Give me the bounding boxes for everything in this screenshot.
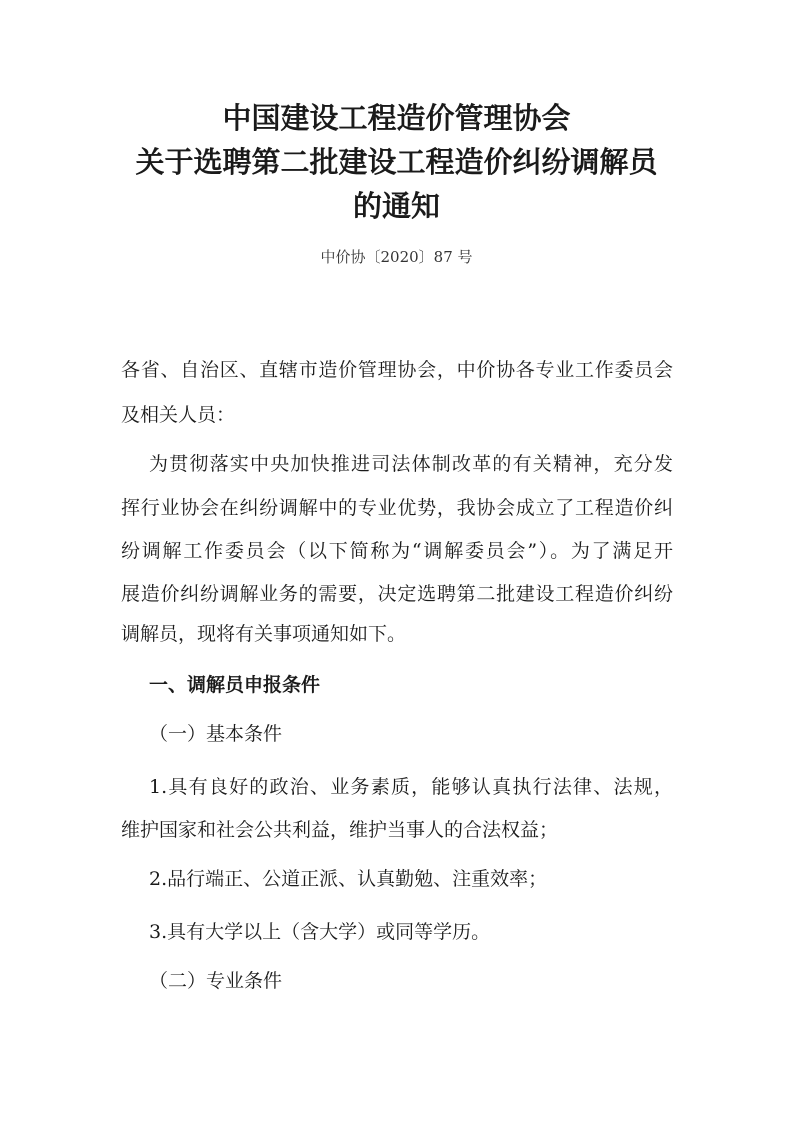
document-number: 中价协〔2020〕87 号 — [320, 248, 473, 266]
title-line-3: 的通知 — [352, 189, 440, 223]
subsection-2-heading: （二）专业条件 — [149, 970, 283, 992]
intro-line-2: 挥行业协会在纠纷调解中的专业优势，我协会成立了工程造价纠 — [121, 497, 673, 519]
intro-line-5: 调解员，现将有关事项通知如下。 — [121, 623, 407, 645]
intro-line-3: 纷调解工作委员会（以下简称为“调解委员会”）。为了满足开 — [121, 540, 673, 562]
salutation-line-1: 各省、自治区、直辖市造价管理协会，中价协各专业工作委员会 — [121, 359, 673, 381]
intro-line-4: 展造价纠纷调解业务的需要，决定选聘第二批建设工程造价纠纷 — [121, 583, 673, 605]
title-line-1: 中国建设工程造价管理协会 — [222, 101, 571, 135]
item-2: 2.品行端正、公道正派、认真勤勉、注重效率； — [149, 868, 548, 890]
intro-line-1: 为贯彻落实中央加快推进司法体制改革的有关精神，充分发 — [149, 453, 673, 475]
item-3: 3.具有大学以上（含大学）或同等学历。 — [149, 921, 491, 943]
item-1-line-1: 1.具有良好的政治、业务素质，能够认真执行法律、法规， — [149, 776, 673, 798]
salutation-line-2: 及相关人员： — [121, 404, 236, 426]
item-1-line-2: 维护国家和社会公共利益，维护当事人的合法权益； — [121, 819, 559, 841]
section-1-heading: 一、调解员申报条件 — [149, 674, 321, 696]
subsection-1-heading: （一）基本条件 — [149, 723, 283, 745]
title-line-2: 关于选聘第二批建设工程造价纠纷调解员 — [135, 145, 658, 179]
